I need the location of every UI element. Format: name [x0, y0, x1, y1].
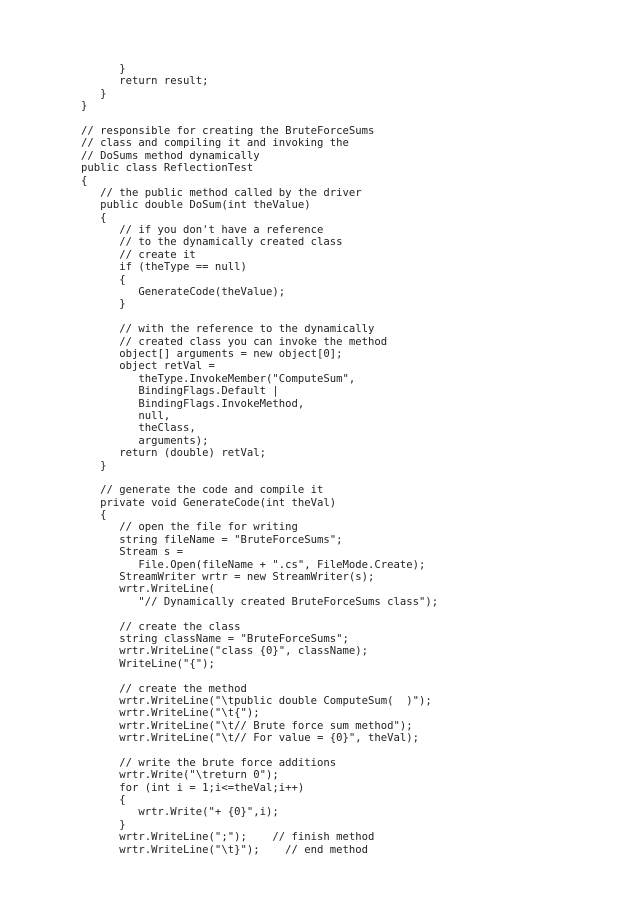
code-line: null,: [81, 409, 171, 422]
code-line: Stream s =: [81, 546, 184, 559]
code-line: }: [81, 459, 107, 472]
code-line: [81, 311, 438, 323]
code-line: {: [81, 509, 107, 522]
code-line: return result;: [81, 75, 209, 88]
code-line: // the public method called by the driver: [81, 186, 362, 199]
code-line: wrtr.Write("+ {0}",i);: [81, 806, 279, 819]
code-listing: [81, 63, 438, 856]
code-line: [81, 608, 438, 620]
code-line: wrtr.WriteLine(";"); // finish method: [81, 831, 375, 844]
code-line: "// Dynamically created BruteForceSums class");: [81, 595, 439, 608]
code-line: wrtr.WriteLine("\t{");: [81, 707, 260, 720]
code-line: for (int i = 1;i<=theVal;i++): [81, 781, 305, 794]
code-line: // write the brute force additions: [81, 756, 337, 769]
code-line: {: [81, 794, 126, 807]
code-line: }: [81, 87, 107, 100]
code-line: string fileName = "BruteForceSums";: [81, 533, 343, 546]
code-line: }: [81, 63, 126, 75]
code-line: [81, 670, 438, 682]
code-line: }: [81, 100, 88, 113]
code-line: GenerateCode(theValue);: [81, 286, 286, 299]
code-line: wrtr.WriteLine("class {0}", className);: [81, 645, 369, 658]
code-line: // with the reference to the dynamically: [81, 323, 375, 336]
code-line: wrtr.WriteLine("\t// For value = {0}", theVal);: [81, 732, 420, 745]
code-line: public double DoSum(int theValue): [81, 199, 311, 212]
code-line: {: [81, 273, 126, 286]
code-line: string className = "BruteForceSums";: [81, 632, 349, 645]
code-line: // class and compiling it and invoking the: [81, 137, 349, 150]
code-line: // generate the code and compile it: [81, 484, 324, 497]
code-line: BindingFlags.InvokeMethod,: [81, 397, 305, 410]
code-line: // if you don't have a reference: [81, 224, 324, 237]
code-line: // open the file for writing: [81, 521, 298, 534]
code-line: theClass,: [81, 422, 196, 435]
code-line: // create the method: [81, 682, 247, 695]
code-line: StreamWriter wrtr = new StreamWriter(s);: [81, 571, 375, 584]
code-line: // create the class: [81, 620, 241, 633]
code-line: [81, 113, 438, 125]
code-line: wrtr.WriteLine(: [81, 583, 215, 596]
code-line: [81, 472, 438, 484]
code-line: if (theType == null): [81, 261, 247, 274]
code-line: object[] arguments = new object[0];: [81, 347, 343, 360]
code-line: private void GenerateCode(int theVal): [81, 496, 337, 509]
code-line: }: [81, 298, 126, 311]
code-line: wrtr.WriteLine("\t}"); // end method: [81, 843, 369, 856]
code-line: public class ReflectionTest: [81, 162, 254, 175]
code-line: }: [81, 818, 126, 831]
code-line: wrtr.WriteLine("\tpublic double ComputeSum( )");: [81, 694, 432, 707]
code-line: {: [81, 211, 107, 224]
code-line: // create it: [81, 248, 196, 261]
code-line: object retVal =: [81, 360, 215, 373]
code-line: return (double) retVal;: [81, 447, 266, 460]
code-line: theType.InvokeMember("ComputeSum",: [81, 372, 356, 385]
code-line: [81, 744, 438, 756]
code-line: // DoSums method dynamically: [81, 149, 260, 162]
code-line: // responsible for creating the BruteForceSums: [81, 124, 375, 137]
code-line: arguments);: [81, 434, 209, 447]
code-line: BindingFlags.Default |: [81, 385, 279, 398]
code-line: wrtr.WriteLine("\t// Brute force sum method");: [81, 719, 413, 732]
code-line: WriteLine("{");: [81, 657, 215, 670]
code-line: // created class you can invoke the method: [81, 335, 388, 348]
code-line: // to the dynamically created class: [81, 236, 343, 249]
code-line: {: [81, 174, 88, 187]
code-line: File.Open(fileName + ".cs", FileMode.Create);: [81, 558, 426, 571]
code-line: wrtr.Write("\treturn 0");: [81, 769, 279, 782]
